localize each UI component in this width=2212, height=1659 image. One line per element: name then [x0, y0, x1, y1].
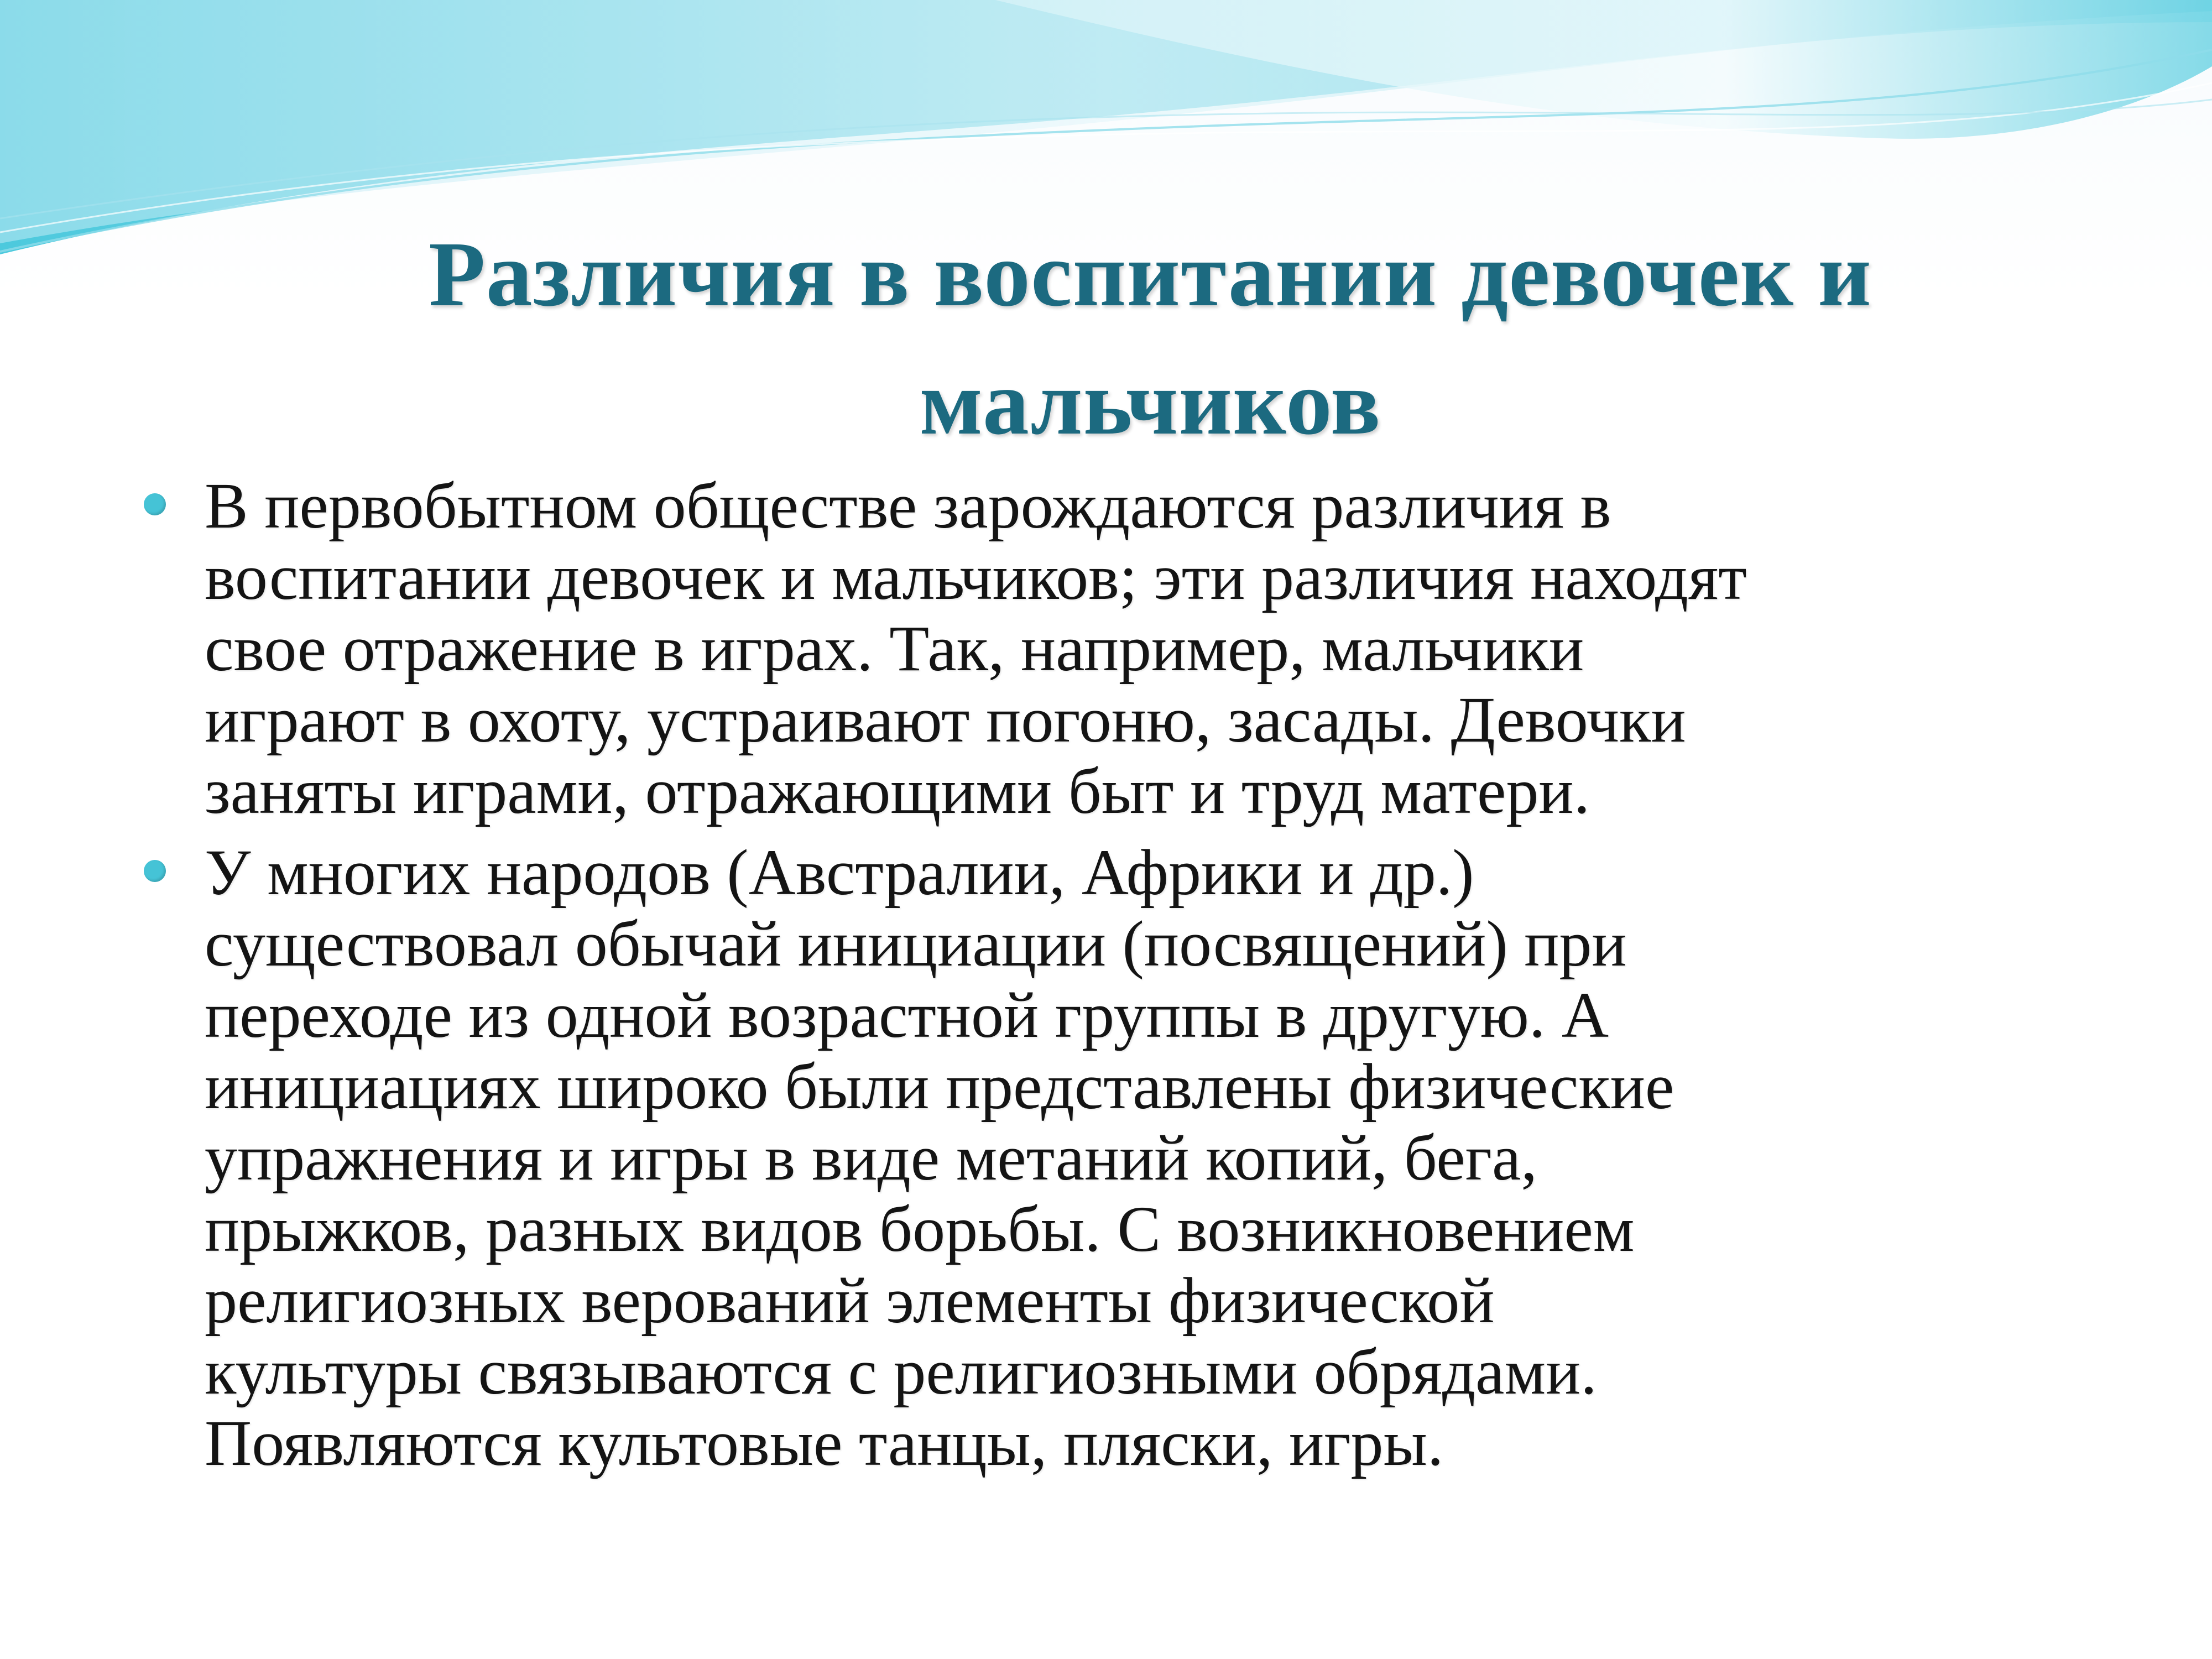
- bullet-text-line: У многих народов (Австралии, Африки и др.): [205, 836, 1474, 909]
- slide-title-line-1: Различия в воспитании девочек и: [429, 223, 1872, 326]
- bullet-text-line: существовал обычай инициации (посвящений) при: [205, 907, 1627, 980]
- bullet-text-line: религиозных верований элементы физической: [205, 1264, 1495, 1337]
- slide-title: [232, 210, 2068, 467]
- bullet-text-line: инициациях широко были представлены физические: [205, 1050, 1674, 1123]
- bullet-text-line: Появляются культовые танцы, пляски, игры.: [205, 1407, 1444, 1479]
- bullet-dot-icon: [144, 860, 166, 882]
- bullet-list: [144, 470, 2112, 1479]
- bullet-item-primitive-society: [144, 470, 2112, 827]
- slide-title-line-2: мальчиков: [919, 351, 1381, 454]
- bullet-text-line: переходе из одной возрастной группы в другую. А: [205, 979, 1609, 1051]
- bullet-text-line: культуры связываются с религиозными обрядами.: [205, 1335, 1597, 1408]
- bullet-text-line: прыжков, разных видов борьбы. С возникновением: [205, 1193, 1635, 1265]
- slide-body: [144, 470, 2112, 1489]
- bullet-text-line: упражнения и игры в виде метаний копий, бега,: [205, 1121, 1537, 1194]
- bullet-text-line: В первобытном обществе зарождаются различия в: [205, 469, 1611, 542]
- bullet-text-line: свое отражение в играх. Так, например, мальчики: [205, 612, 1584, 685]
- bullet-text-line: играют в охоту, устраивают погоню, засады. Девочки: [205, 684, 1686, 756]
- bullet-dot-icon: [144, 493, 166, 515]
- bullet-text-line: воспитании девочек и мальчиков; эти различия находят: [205, 541, 1747, 613]
- bullet-text-line: заняты играми, отражающими быт и труд матери.: [205, 755, 1590, 827]
- bullet-item-initiation: [144, 837, 2112, 1479]
